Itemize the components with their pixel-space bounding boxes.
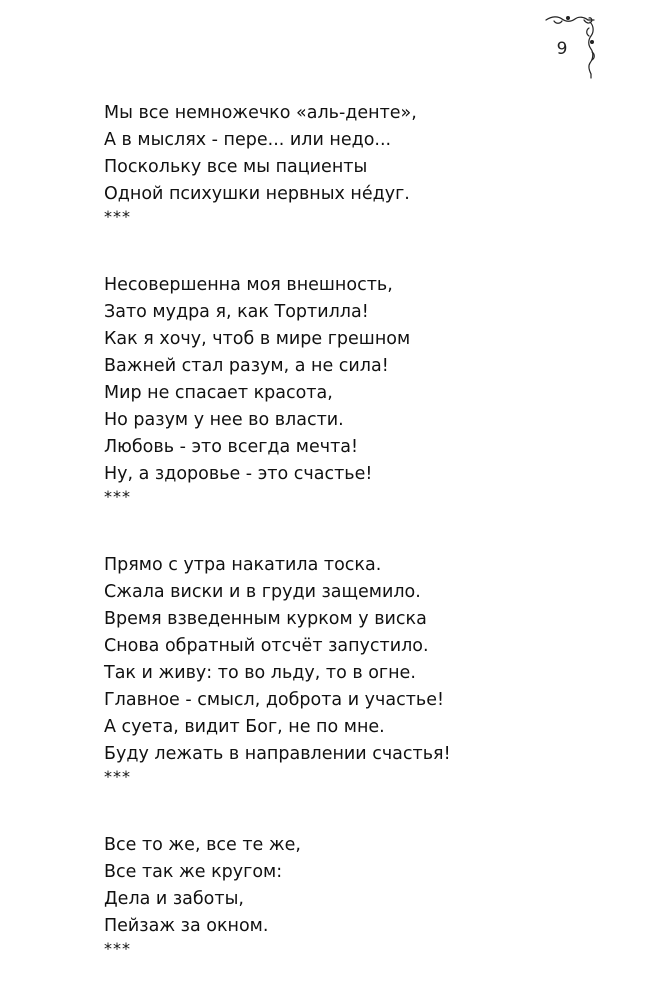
stanza-separator: *** xyxy=(104,939,131,958)
poem-line: Мы все немножечко «аль-денте», xyxy=(104,103,417,123)
poem-line: Поскольку все мы пациенты xyxy=(104,157,368,177)
poem-line: Ну, а здоровье - это счастье! xyxy=(104,464,373,484)
poem-line: Одной психушки нервных не́дуг. xyxy=(104,184,410,204)
poem-line: Несовершенна моя внешность, xyxy=(104,275,393,295)
stanza-separator: *** xyxy=(104,767,131,786)
stanza-separator: *** xyxy=(104,487,131,506)
poem-line: Сжала виски и в груди защемило. xyxy=(104,582,421,602)
poem-line: Зато мудра я, как Тортилла! xyxy=(104,302,369,322)
stanza-4 xyxy=(104,832,624,958)
poem-line: А в мыслях - пере... или недо... xyxy=(104,130,392,150)
poem-line: Любовь - это всегда мечта! xyxy=(104,437,359,457)
poem-line: Дела и заботы, xyxy=(104,889,244,909)
poem-line: Но разум у нее во власти. xyxy=(104,410,344,430)
stanza-3 xyxy=(104,552,624,786)
poem-line: Прямо с утра накатила тоска. xyxy=(104,555,382,575)
poem-line: Как я хочу, чтоб в мире грешном xyxy=(104,329,411,349)
poem-line: Буду лежать в направлении счастья! xyxy=(104,744,451,764)
page-number: 9 xyxy=(556,39,568,59)
stanza-1 xyxy=(104,100,624,226)
poem-body xyxy=(104,100,624,958)
poem-line: Все так же кругом: xyxy=(104,862,283,882)
stanza-separator: *** xyxy=(104,207,131,226)
stanza-2 xyxy=(104,272,624,506)
poem-line: А суета, видит Бог, не по мне. xyxy=(104,717,385,737)
poem-line: Время взведенным курком у виска xyxy=(104,609,427,629)
poem-line: Главное - смысл, доброта и участье! xyxy=(104,690,444,710)
poem-line: Снова обратный отсчёт запустило. xyxy=(104,636,429,656)
poem-line: Важней стал разум, а не сила! xyxy=(104,356,389,376)
poem-line: Мир не спасает красота, xyxy=(104,383,333,403)
poem-line: Все то же, все те же, xyxy=(104,835,301,855)
poem-line: Пейзаж за окном. xyxy=(104,916,269,936)
poem-line: Так и живу: то во льду, то в огне. xyxy=(104,663,416,683)
